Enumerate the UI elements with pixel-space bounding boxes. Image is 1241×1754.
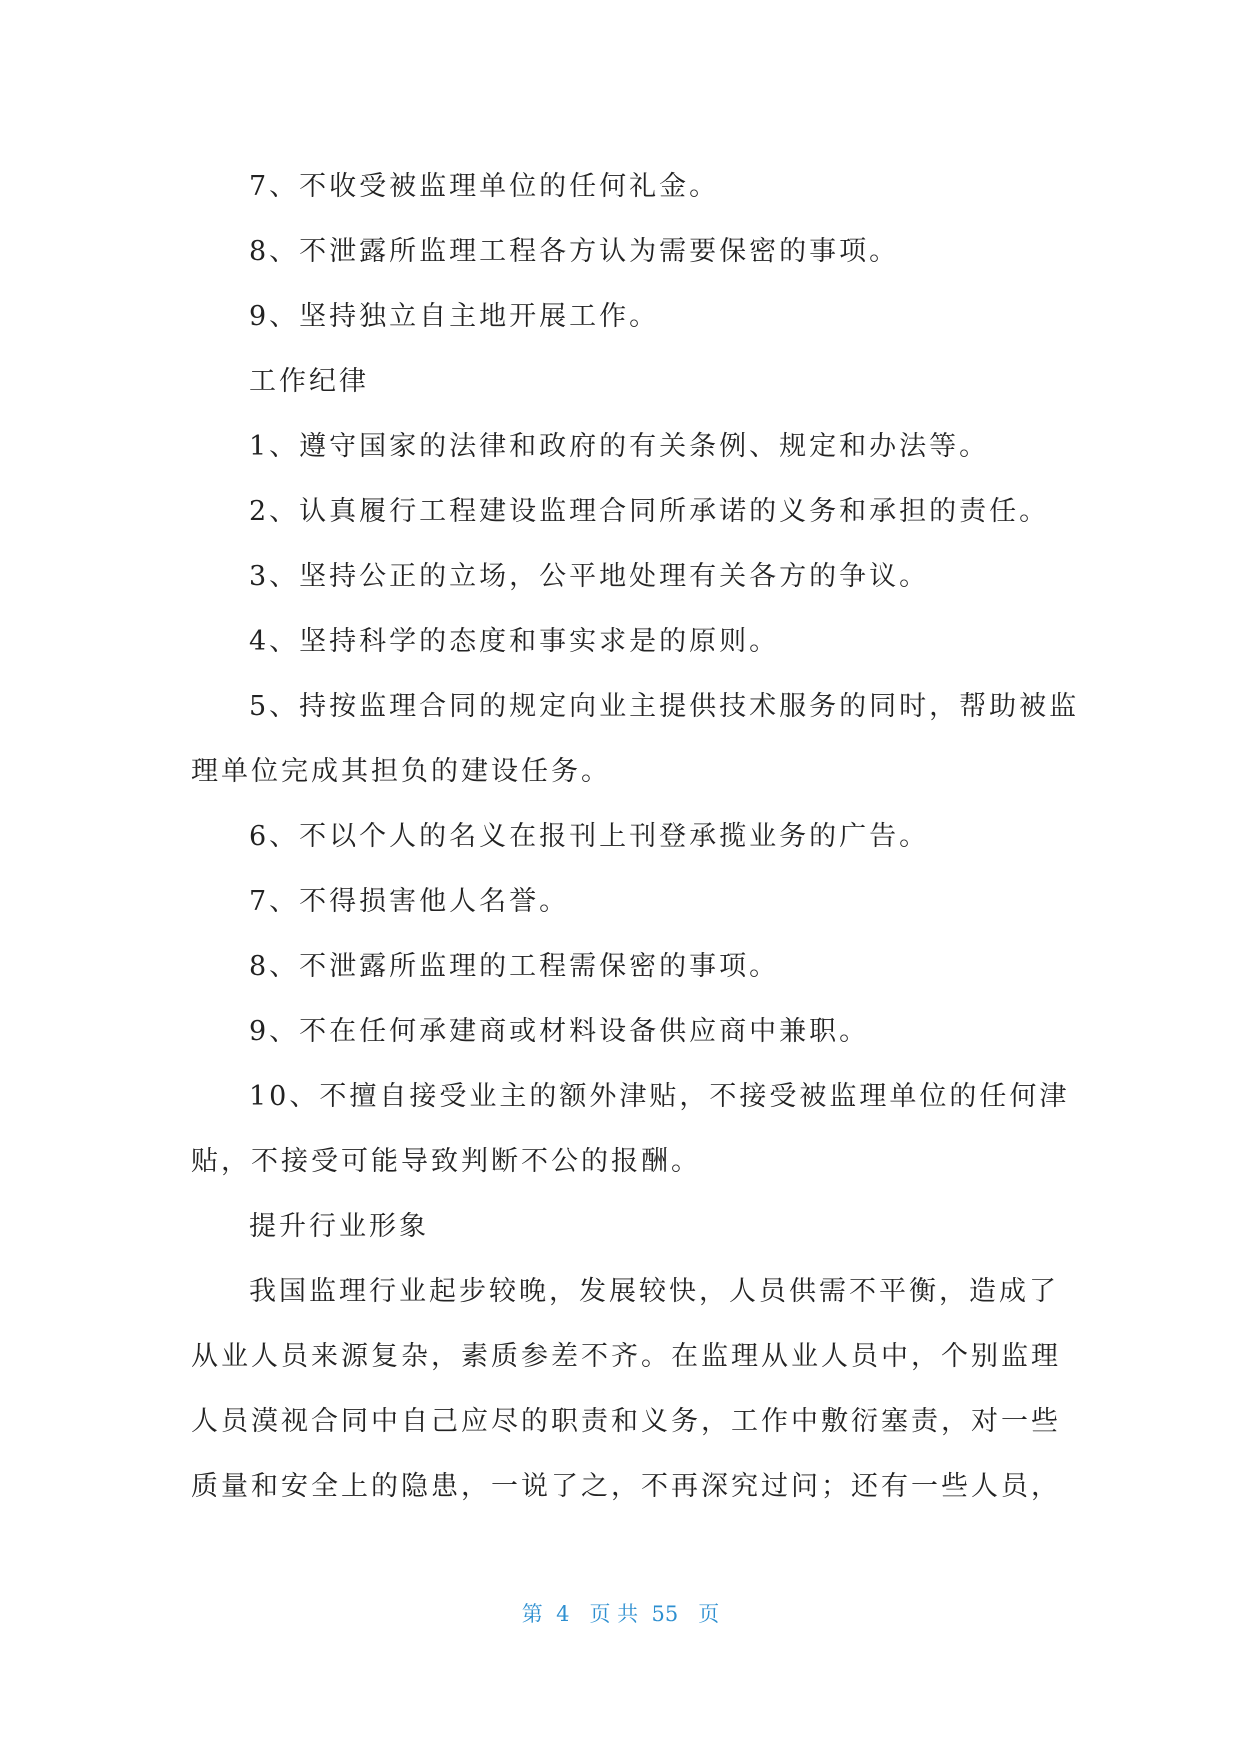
page-number-footer: 第 4 页 共 55 页: [521, 1602, 720, 1626]
text-line: 2、认真履行工程建设监理合同所承诺的义务和承担的责任。: [249, 496, 1050, 527]
text-line: 8、不泄露所监理工程各方认为需要保密的事项。: [249, 236, 900, 267]
text-line: 5、持按监理合同的规定向业主提供技术服务的同时，帮助被监: [249, 691, 1080, 722]
text-line: 9、坚持独立自主地开展工作。: [249, 301, 660, 332]
text-line: 10、不擅自接受业主的额外津贴，不接受被监理单位的任何津: [249, 1081, 1070, 1112]
text-line: 6、不以个人的名义在报刊上刊登承揽业务的广告。: [249, 821, 930, 852]
text-line: 8、不泄露所监理的工程需保密的事项。: [249, 951, 780, 982]
text-line: 我国监理行业起步较晚，发展较快，人员供需不平衡，造成了: [249, 1276, 1059, 1307]
text-line: 理单位完成其担负的建设任务。: [191, 756, 611, 787]
text-line: 人员漠视合同中自己应尽的职责和义务，工作中敷衍塞责，对一些: [191, 1406, 1061, 1437]
text-line: 7、不得损害他人名誉。: [249, 886, 570, 917]
section-heading: 工作纪律: [249, 366, 369, 397]
text-line: 9、不在任何承建商或材料设备供应商中兼职。: [249, 1016, 870, 1047]
document-body: [191, 154, 1080, 1519]
section-heading: 提升行业形象: [249, 1211, 429, 1242]
text-line: 1、遵守国家的法律和政府的有关条例、规定和办法等。: [249, 431, 990, 462]
text-line: 7、不收受被监理单位的任何礼金。: [249, 171, 720, 202]
text-line: 贴，不接受可能导致判断不公的报酬。: [191, 1146, 701, 1177]
text-line: 3、坚持公正的立场，公平地处理有关各方的争议。: [249, 561, 930, 592]
text-line: 从业人员来源复杂，素质参差不齐。在监理从业人员中，个别监理: [191, 1341, 1061, 1372]
text-line: 质量和安全上的隐患，一说了之，不再深究过问；还有一些人员，: [191, 1471, 1061, 1502]
text-line: 4、坚持科学的态度和事实求是的原则。: [249, 626, 780, 657]
